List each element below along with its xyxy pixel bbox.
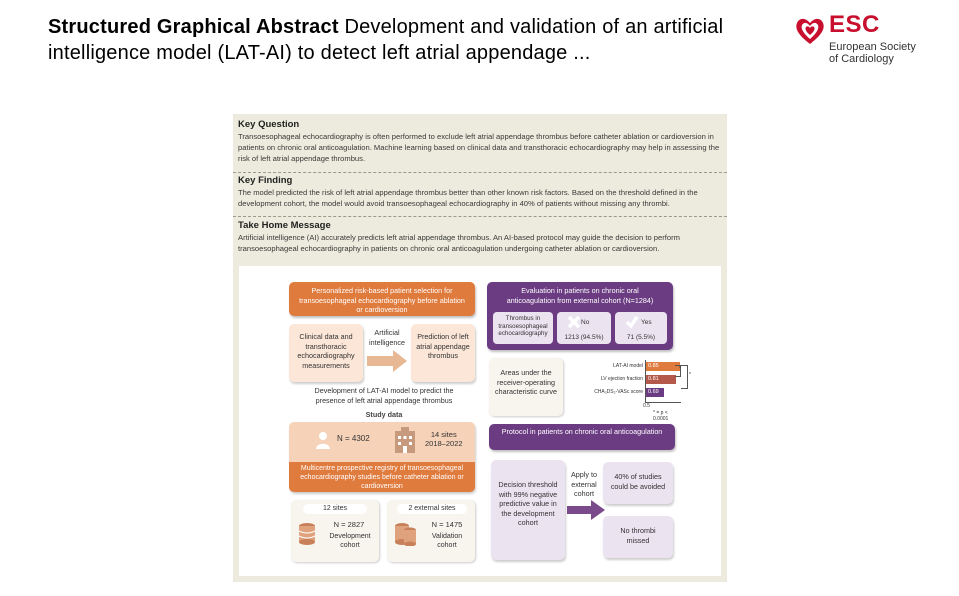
key-question-text: Transoesophageal echocardiography is often performed to exclude left atrial appendage thrombus before catheter ablation or cardioversion in patients on chronic oral anticoagulation. Machine learning based on clinical data and transthoracic echocardiography may help in assessing the risk of left atrial appendage thrombus. [238, 132, 720, 163]
sites-info [425, 430, 463, 448]
logo-subtitle [829, 41, 916, 65]
auc-chart [569, 360, 691, 422]
dev-label: Development cohort [329, 533, 371, 549]
registry-panel [289, 422, 475, 492]
logo-line-1: European Society [829, 41, 916, 53]
database-icon [393, 522, 417, 546]
registry-description: Multicentre prospective registry of transoesophageal echocardiography studies before catheter ablation or cardioversion [289, 462, 475, 492]
yes-label: Yes [641, 319, 652, 326]
thrombus-tee-label: Thrombus in transoesophageal echocardiography [493, 312, 553, 344]
no-missed-box: No thrombi missed [603, 516, 673, 558]
title-rest: Development and validation of an artificial intelligence model (LAT-AI) to detect left atrial appendage ... [48, 16, 724, 64]
yes-thrombus-box [615, 312, 667, 344]
check-icon [625, 315, 639, 329]
sites-count: 14 sites [430, 430, 457, 439]
patient-icon [315, 431, 331, 449]
decision-threshold-box: Decision threshold with 99% negative predictive value in the development cohort [491, 460, 565, 560]
auc-bar: 0.81 [646, 375, 676, 384]
personalized-selection-banner: Personalized risk-based patient selection for transoesophageal echocardiography before ablation or cardioversion [289, 282, 475, 316]
sig-bracket [681, 365, 688, 389]
evaluation-title: Evaluation in patients on chronic oral anticoagulation from external cohort (N=1284) [506, 286, 654, 305]
esc-logo [793, 11, 933, 74]
key-finding-heading: Key Finding [238, 175, 293, 186]
dev-n: N = 2827 [333, 520, 365, 529]
page-title [48, 14, 748, 66]
evaluation-panel [487, 282, 673, 350]
arrow-icon [567, 500, 605, 520]
take-home-message [238, 220, 722, 254]
x-tick-label: 0.5 [643, 403, 650, 409]
apply-label: Apply to external cohort [571, 470, 597, 498]
total-patients: N = 4302 [337, 434, 370, 443]
graphical-abstract [233, 114, 727, 582]
logo-name: ESC [829, 11, 880, 38]
no-thrombus-box [557, 312, 611, 344]
no-label: No [581, 319, 590, 326]
hospital-icon [393, 427, 417, 453]
take-home-text: Artificial intelligence (AI) accurately predicts left atrial appendage thrombus. An AI-based protocol may guide the decision to perform transoesophageal echocardiography in patients on chronic oral anticoagulation undergoing catheter ablation or cardioversion. [238, 233, 680, 253]
registry-summary [289, 422, 475, 462]
y-axis [645, 360, 646, 402]
avoided-box: 40% of studies could be avoided [603, 462, 673, 504]
heart-icon [793, 14, 827, 48]
key-question-heading: Key Question [238, 119, 300, 130]
val-sites: 2 external sites [397, 504, 467, 514]
auc-category-label: LAT-AI model [613, 363, 643, 369]
take-home-heading: Take Home Message [238, 220, 331, 231]
database-icon [297, 522, 317, 546]
sig-star: * [689, 372, 691, 378]
sig-star: * [679, 366, 681, 372]
auc-category-label: LV ejection fraction [600, 376, 643, 382]
clinical-data-box: Clinical data and transthoracic echocardiography measurements [289, 324, 363, 382]
yes-value: 71 (5.5%) [626, 334, 656, 341]
cross-icon [567, 315, 581, 329]
development-cohort-box [291, 500, 379, 562]
development-caption: Development of LAT-AI model to predict the presence of left atrial appendage thrombus [314, 386, 454, 405]
protocol-banner: Protocol in patients on chronic oral anticoagulation [489, 424, 675, 450]
key-finding [238, 175, 722, 209]
no-value: 1213 (94.5%) [564, 334, 604, 341]
key-question [238, 119, 722, 164]
key-finding-text: The model predicted the risk of left atrial appendage thrombus better than other known risk factors. Based on the threshold defined in the development cohort, the model would avoid transoesophageal echocardiography in 40% of patients without missing any thrombi. [238, 188, 698, 208]
logo-line-2: of Cardiology [829, 53, 894, 65]
auc-bar: 0.69 [646, 388, 664, 397]
auc-label-box: Areas under the receiver-operating characteristic curve [489, 358, 563, 416]
prediction-box: Prediction of left atrial appendage thrombus [411, 324, 475, 382]
val-n: N = 1475 [431, 520, 463, 529]
auc-bar: 0.85 [646, 362, 680, 371]
arrow-icon [367, 350, 407, 372]
x-axis [645, 402, 681, 403]
dev-sites: 12 sites [303, 504, 367, 514]
study-data-label: Study data [365, 410, 403, 419]
auc-footnote: * = p < 0.0001 [653, 410, 669, 422]
years-range: 2018–2022 [425, 439, 463, 448]
ai-label: Artificial intelligence [369, 328, 405, 347]
auc-category-label: CHA₂DS₂-VASc score [594, 389, 643, 395]
divider [233, 216, 727, 217]
divider [233, 172, 727, 173]
val-label: Validation cohort [431, 533, 463, 549]
title-bold: Structured Graphical Abstract [48, 16, 339, 38]
central-illustration [239, 266, 721, 576]
validation-cohort-box [387, 500, 475, 562]
